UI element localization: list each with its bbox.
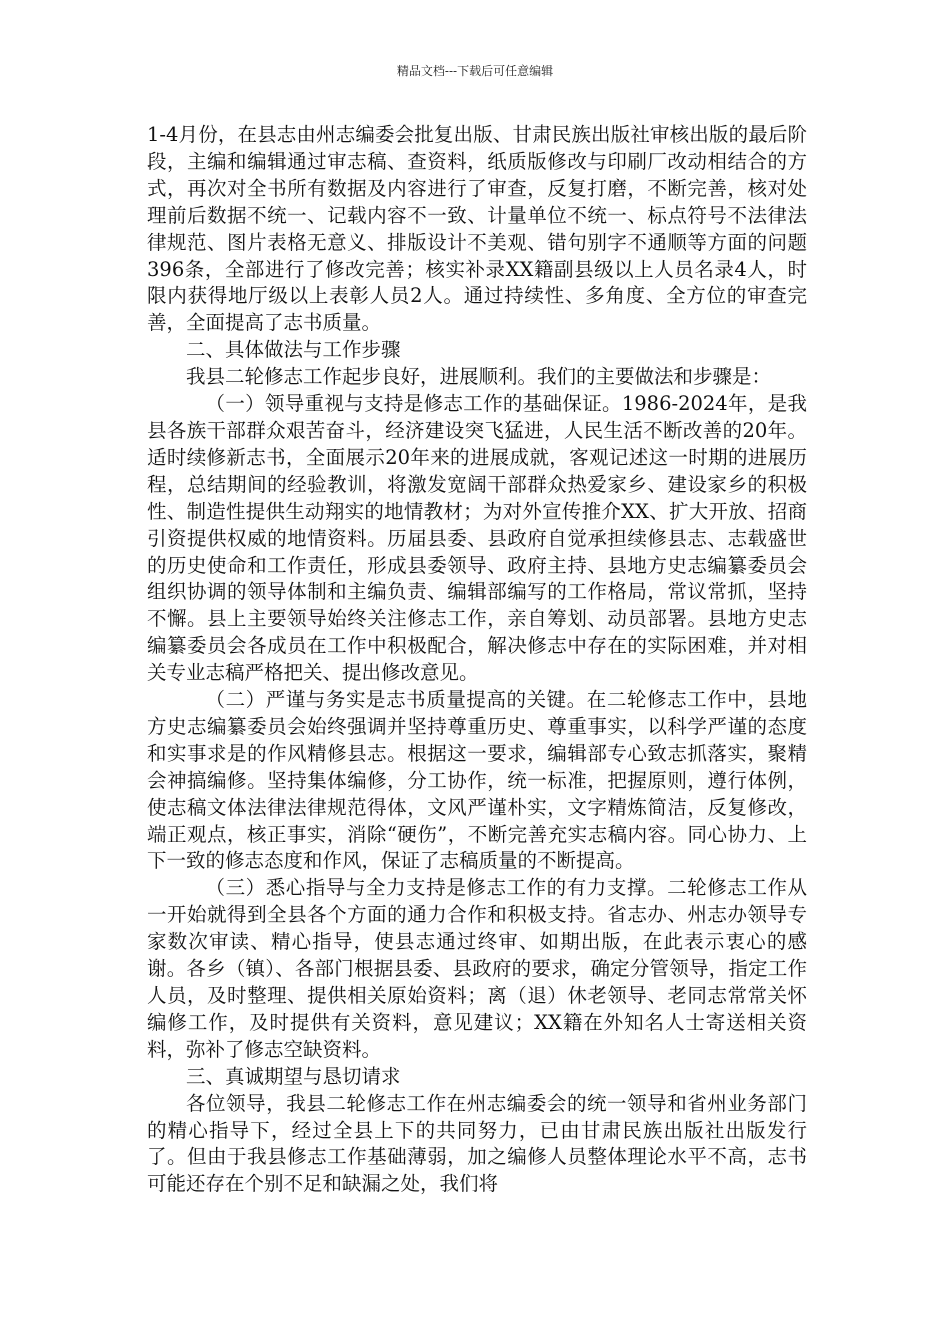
paragraph-leadership-support: （一）领导重视与支持是修志工作的基础保证。1986-2024年，是我县各族干部群众艰苦奋斗，经济建设突飞猛进，人民生活不断改善的20年。适时续修新志书，全面展示20年来的进展成就，客观记述这一时期的进展历程，总结期间的经验教训，将激发宽阔干部群众热爱家乡、建设家乡的积极性、制造性提供生动翔实的地情教材；为对外宣传推介XX、扩大开放、招商引资提供权威的地情资料。历届县委、县政府自觉承担续修县志、志载盛世的历史使命和工作责任，形成县委领导、政府主持、县地方史志编纂委员会组织协调的领导体制和主编负责、编辑部编写的工作格局，常议常抓，坚持不懈。县上主要领导始终关注修志工作，亲自筹划、动员部署。县地方史志编纂委员会各成员在工作中积极配合，解决修志中存在的实际困难，并对相关专业志稿严格把关、提出修改意见。 [147, 392, 807, 685]
paragraph-rigor-quality: （二）严谨与务实是志书质量提高的关键。在二轮修志工作中，县地方史志编纂委员会始终强调并坚持尊重历史、尊重事实，以科学严谨的态度和实事求是的作风精修县志。根据这一要求，编辑部专心致志抓落实，聚精会神搞编修。坚持集体编修，分工协作，统一标准，把握原则，遵行体例，使志稿文体法律法律规范得体，文风严谨朴实，文字精炼简洁，反复修改，端正观点，核正事实，消除“硬伤”，不断完善充实志稿内容。同心协力、上下一致的修志态度和作风，保证了志稿质量的不断提高。 [147, 688, 807, 873]
section-heading-methods: 二、具体做法与工作步骤 [186, 338, 401, 362]
paragraph-closing-request: 各位领导，我县二轮修志工作在州志编委会的统一领导和省州业务部门的精心指导下，经过全县上下的共同努力，已由甘肃民族出版社出版发行了。但由于我县修志工作基础薄弱，加之编修人员整体理论水平不高，志书可能还存在个别不足和缺漏之处，我们将 [147, 1091, 807, 1196]
paragraph-methods-intro: 我县二轮修志工作起步良好，进展顺利。我们的主要做法和步骤是： [186, 365, 772, 389]
section-heading-requests: 三、真诚期望与恳切请求 [186, 1064, 401, 1088]
document-body [147, 122, 807, 1198]
page-header: 精品文档---下载后可任意编辑 [396, 64, 554, 78]
paragraph-review-summary: 1-4月份，在县志由州志编委会批复出版、甘肃民族出版社审核出版的最后阶段，主编和编辑通过审志稿、查资料，纸质版修改与印刷厂改动相结合的方式，再次对全书所有数据及内容进行了审查，反复打磨，不断完善，核对处理前后数据不统一、记载内容不一致、计量单位不统一、标点符号不法律法律规范、图片表格无意义、排版设计不美观、错句别字不通顺等方面的问题396条，全部进行了修改完善；核实补录XX籍副县级以上人员名录4人，时限内获得地厅级以上表彰人员2人。通过持续性、多角度、全方位的审查完善，全面提高了志书质量。 [147, 123, 807, 335]
paragraph-guidance-support: （三）悉心指导与全力支持是修志工作的有力支撑。二轮修志工作从一开始就得到全县各个方面的通力合作和积极支持。省志办、州志办领导专家数次审读、精心指导，使县志通过终审、如期出版，在此表示衷心的感谢。各乡（镇）、各部门根据县委、县政府的要求，确定分管领导，指定工作人员，及时整理、提供相关原始资料；离（退）休老领导、老同志常常关怀编修工作，及时提供有关资料，意见建议；XX籍在外知名人士寄送相关资料，弥补了修志空缺资料。 [147, 876, 807, 1061]
